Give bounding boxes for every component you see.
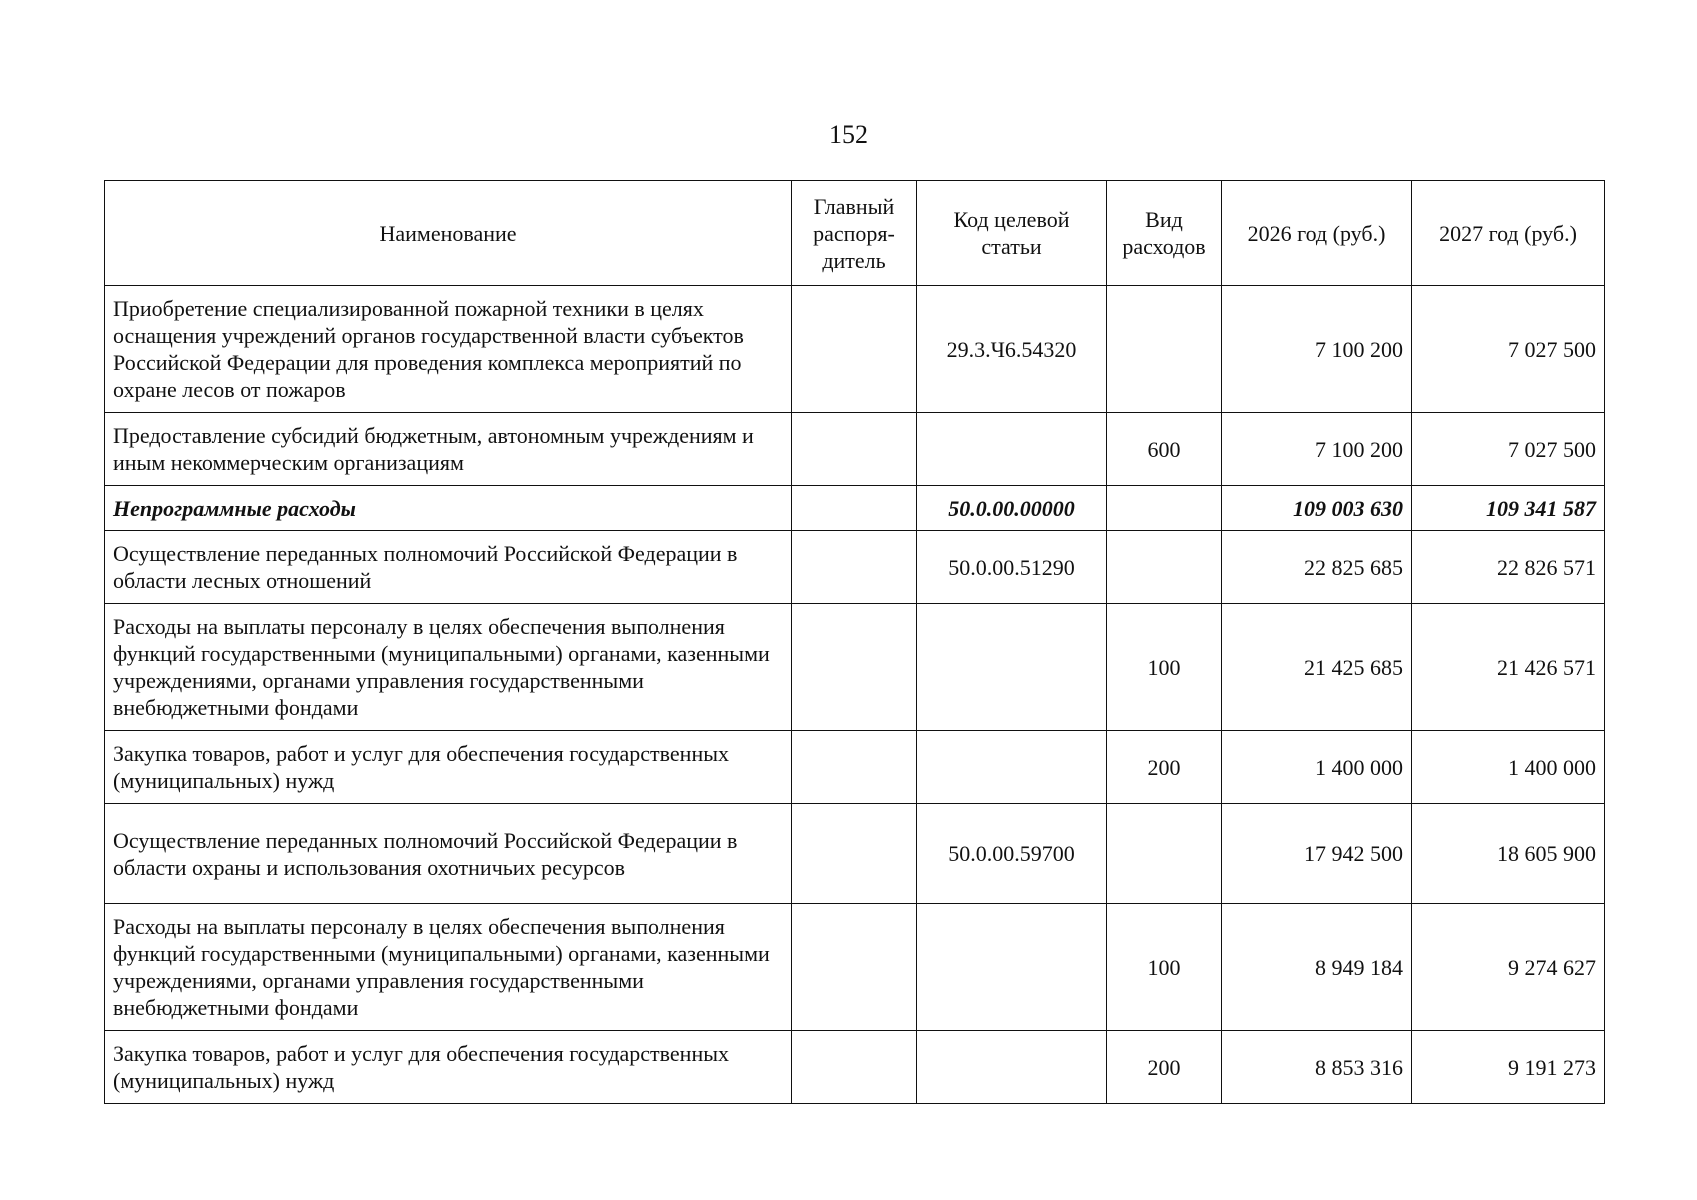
row-vid (1107, 531, 1222, 604)
table-header-row (105, 181, 1605, 286)
row-vid: 100 (1107, 604, 1222, 731)
row-vid (1107, 804, 1222, 904)
row-code (917, 731, 1107, 804)
table-row (105, 904, 1605, 1031)
row-vid: 600 (1107, 413, 1222, 486)
row-2026: 8 853 316 (1222, 1031, 1412, 1104)
row-2026: 109 003 630 (1222, 486, 1412, 531)
header-2027: 2027 год (руб.) (1412, 181, 1605, 286)
row-name: Расходы на выплаты персоналу в целях обеспечения выполнения функций государственными (муниципальными) органами, казенными учреждениями, органами управления государственными внебюджетными фондами (105, 604, 792, 731)
row-name: Предоставление субсидий бюджетным, автономным учреждениям и иным некоммерческим организациям (105, 413, 792, 486)
row-2027: 9 191 273 (1412, 1031, 1605, 1104)
table-row (105, 1031, 1605, 1104)
row-vid: 100 (1107, 904, 1222, 1031)
row-2027: 7 027 500 (1412, 413, 1605, 486)
row-glavny (792, 531, 917, 604)
row-2026: 7 100 200 (1222, 413, 1412, 486)
row-code (917, 1031, 1107, 1104)
row-2027: 21 426 571 (1412, 604, 1605, 731)
row-2026: 17 942 500 (1222, 804, 1412, 904)
row-name: Приобретение специализированной пожарной техники в целях оснащения учреждений органов государственной власти субъектов Российской Федерации для проведения комплекса мероприятий по охране лесов от пожаров (105, 286, 792, 413)
row-name: Непрограммные расходы (105, 486, 792, 531)
budget-table (104, 180, 1605, 1104)
row-glavny (792, 731, 917, 804)
header-2026: 2026 год (руб.) (1222, 181, 1412, 286)
row-glavny (792, 904, 917, 1031)
row-name: Закупка товаров, работ и услуг для обеспечения государственных (муниципальных) нужд (105, 1031, 792, 1104)
table-row (105, 413, 1605, 486)
row-2027: 9 274 627 (1412, 904, 1605, 1031)
row-glavny (792, 286, 917, 413)
row-code: 29.3.Ч6.54320 (917, 286, 1107, 413)
row-code (917, 413, 1107, 486)
row-name: Осуществление переданных полномочий Российской Федерации в области охраны и использования охотничьих ресурсов (105, 804, 792, 904)
table-row (105, 531, 1605, 604)
table-row (105, 804, 1605, 904)
row-2026: 8 949 184 (1222, 904, 1412, 1031)
row-vid (1107, 286, 1222, 413)
row-2027: 18 605 900 (1412, 804, 1605, 904)
table-row (105, 731, 1605, 804)
row-2027: 109 341 587 (1412, 486, 1605, 531)
table-row (105, 486, 1605, 531)
row-2027: 22 826 571 (1412, 531, 1605, 604)
row-code: 50.0.00.51290 (917, 531, 1107, 604)
row-name: Осуществление переданных полномочий Российской Федерации в области лесных отношений (105, 531, 792, 604)
row-vid: 200 (1107, 731, 1222, 804)
header-vid: Вид расходов (1107, 181, 1222, 286)
row-name: Закупка товаров, работ и услуг для обеспечения государственных (муниципальных) нужд (105, 731, 792, 804)
page-number: 152 (829, 120, 868, 149)
row-2026: 22 825 685 (1222, 531, 1412, 604)
row-glavny (792, 413, 917, 486)
header-code: Код целевой статьи (917, 181, 1107, 286)
row-2027: 1 400 000 (1412, 731, 1605, 804)
row-2026: 7 100 200 (1222, 286, 1412, 413)
row-code (917, 604, 1107, 731)
row-code: 50.0.00.00000 (917, 486, 1107, 531)
row-2026: 1 400 000 (1222, 731, 1412, 804)
row-code: 50.0.00.59700 (917, 804, 1107, 904)
row-glavny (792, 1031, 917, 1104)
row-name: Расходы на выплаты персоналу в целях обеспечения выполнения функций государственными (муниципальными) органами, казенными учреждениями, органами управления государственными внебюджетными фондами (105, 904, 792, 1031)
header-glavny: Главный распоря-дитель (792, 181, 917, 286)
header-name: Наименование (105, 181, 792, 286)
table-row (105, 604, 1605, 731)
table-row (105, 286, 1605, 413)
row-code (917, 904, 1107, 1031)
row-glavny (792, 804, 917, 904)
row-glavny (792, 604, 917, 731)
row-vid (1107, 486, 1222, 531)
row-vid: 200 (1107, 1031, 1222, 1104)
row-glavny (792, 486, 917, 531)
row-2026: 21 425 685 (1222, 604, 1412, 731)
row-2027: 7 027 500 (1412, 286, 1605, 413)
